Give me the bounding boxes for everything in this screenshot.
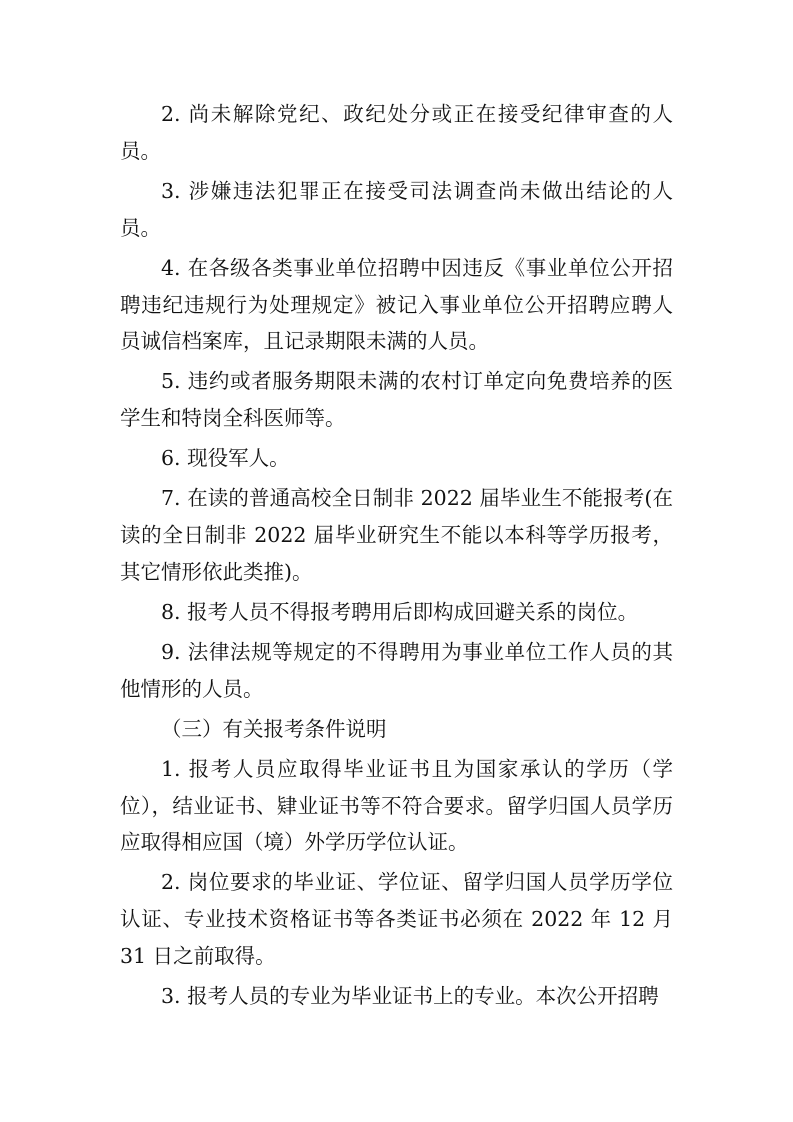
paragraph-item-7: 7. 在读的普通高校全日制非 2022 届毕业生不能报考(在读的全日制非 2022 届毕业研究生不能以本科等学历报考，其它情形依此类推)。 [120, 486, 673, 584]
section-paragraph-3: 3. 报考人员的专业为毕业证书上的专业。本次公开招聘 [161, 984, 659, 1009]
paragraph-item-3: 3. 涉嫌违法犯罪正在接受司法调查尚未做出结论的人员。 [120, 178, 673, 240]
document-page [120, 96, 673, 1018]
paragraph-item-6: 6. 现役军人。 [161, 446, 290, 471]
paragraph-item-2: 2. 尚未解除党纪、政纪处分或正在接受纪律审查的人员。 [120, 102, 673, 163]
paragraph-item-4: 4. 在各级各类事业单位招聘中因违反《事业单位公开招聘违纪违规行为处理规定》被记入事业单位公开招聘应聘人员诚信档案库，且记录期限未满的人员。 [120, 255, 673, 354]
section-heading: （三）有关报考条件说明 [161, 716, 387, 741]
paragraph-item-8: 8. 报考人员不得报考聘用后即构成回避关系的岗位。 [161, 599, 639, 624]
section-paragraph-2: 2. 岗位要求的毕业证、学位证、留学归国人员学历学位认证、专业技术资格证书等各类证书必须在 2022 年 12 月 31 日之前取得。 [120, 870, 673, 969]
paragraph-item-9: 9. 法律法规等规定的不得聘用为事业单位工作人员的其他情形的人员。 [120, 639, 673, 701]
paragraph-item-5: 5. 违约或者服务期限未满的农村订单定向免费培养的医学生和特岗全科医师等。 [120, 369, 673, 431]
section-paragraph-1: 1. 报考人员应取得毕业证书且为国家承认的学历（学位），结业证书、肄业证书等不符合要求。留学归国人员学历应取得相应国（境）外学历学位认证。 [120, 756, 673, 855]
